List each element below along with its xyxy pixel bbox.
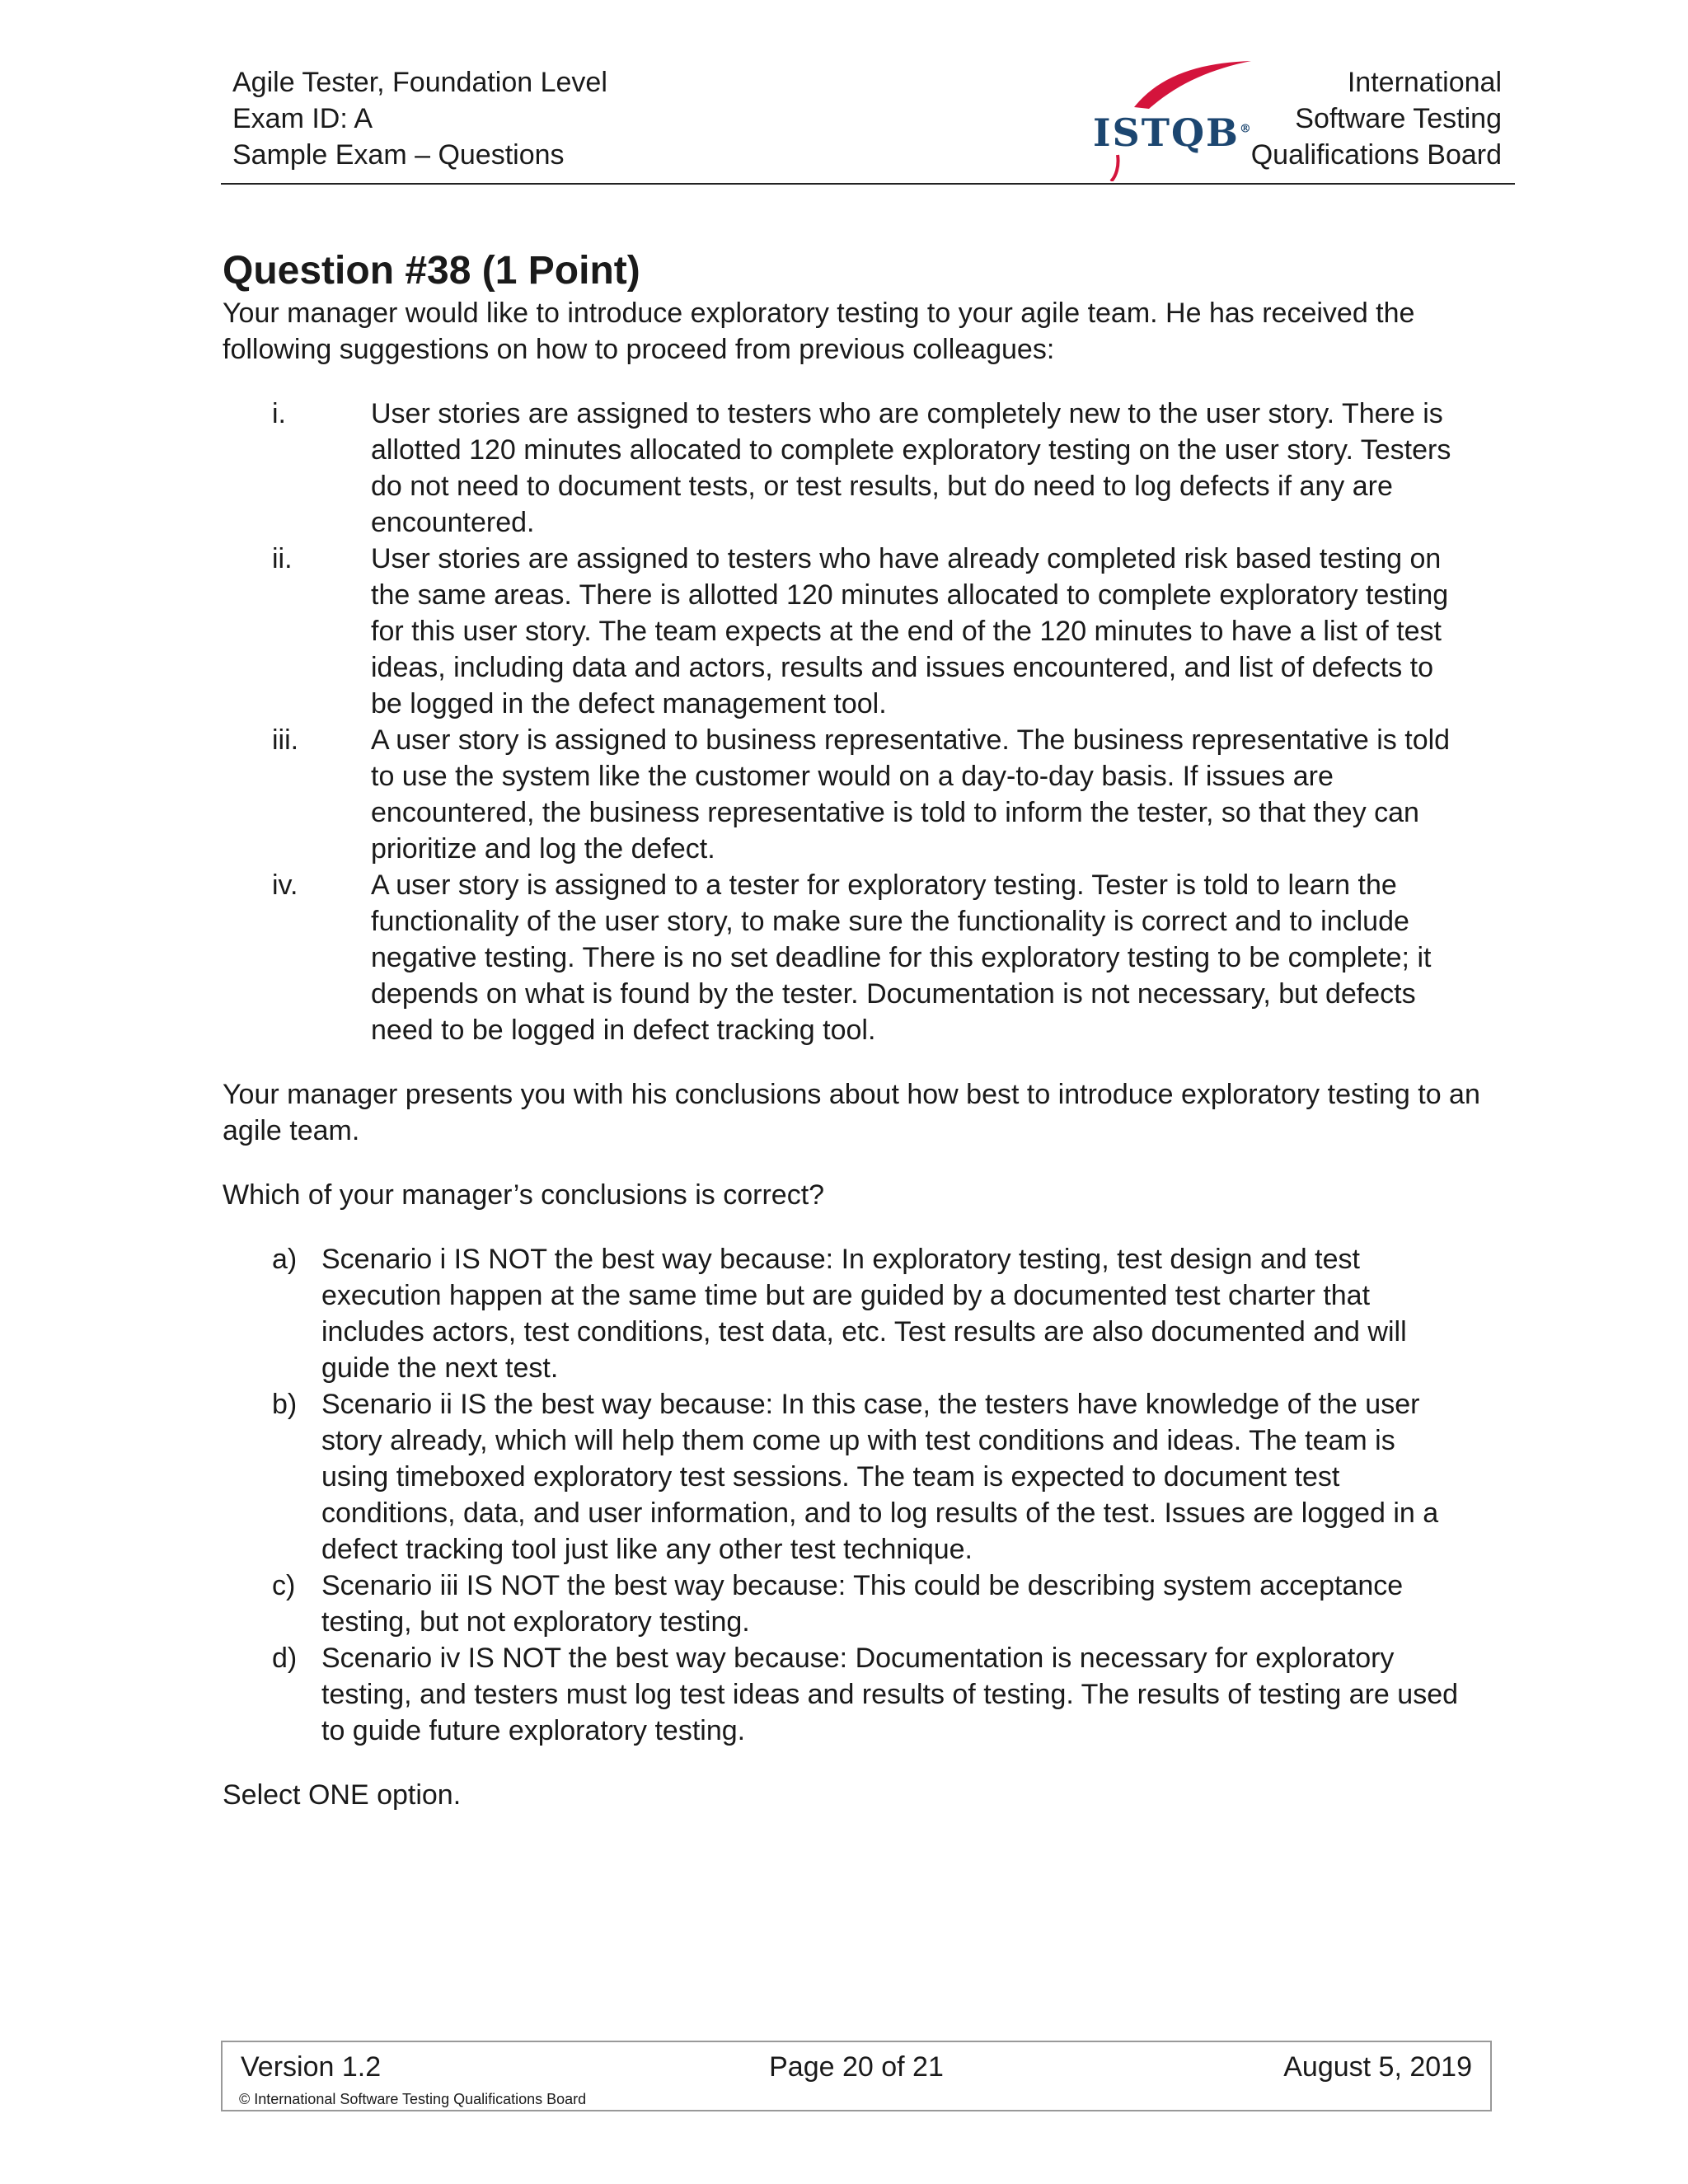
list-item — [223, 396, 1492, 541]
question-title: Question #38 (1 Point) — [223, 249, 640, 293]
scenario-text: A user story is assigned to business representative. The business representative is told to use the system like the customer would on a day-to-day basis. If issues are encountered, the business representative is told to inform the tester, so that they can prioritize and log the defect. — [371, 724, 1451, 865]
question-intro: Your manager would like to introduce exploratory testing to your agile team. He has received the following suggestions on how to proceed from previous colleagues: — [223, 298, 1415, 365]
conclusion-intro: Your manager presents you with his conclusions about how best to introduce exploratory testing to an agile team. — [223, 1079, 1480, 1146]
header-right — [1251, 64, 1502, 173]
exam-id: Exam ID: A — [232, 103, 373, 134]
option-text: Scenario iii IS NOT the best way because: This could be describing system acceptance testing, but not exploratory testing. — [321, 1570, 1404, 1638]
scenario-text: A user story is assigned to a tester for exploratory testing. Tester is told to learn the functionality of the user story, to make sure the functionality is correct and to include negative testing. There is no set deadline for this exploratory testing to be complete; it depends on what is found by the tester. Documentation is not necessary, but defects need to be logged in defect tracking tool. — [371, 869, 1432, 1046]
istqb-logo — [1086, 58, 1256, 181]
question-content — [223, 247, 1492, 1813]
copyright: © International Software Testing Qualifications Board — [239, 2091, 587, 2107]
org-line-2: Software Testing — [1295, 103, 1502, 134]
scenario-number: iii. — [272, 724, 299, 756]
option-letter: c) — [272, 1570, 296, 1601]
option-letter: d) — [272, 1643, 298, 1674]
option-text: Scenario iv IS NOT the best way because: Documentation is necessary for exploratory testing, and testers must log test ideas and results of testing. The results of testing are used to guide future exploratory testing. — [321, 1643, 1459, 1746]
option-b[interactable] — [223, 1386, 1492, 1568]
question-prompt: Which of your manager’s conclusions is correct? — [223, 1179, 825, 1211]
page-number: Page 20 of 21 — [769, 2051, 944, 2083]
page-footer — [221, 2041, 1492, 2111]
scenario-text: User stories are assigned to testers who have already completed risk based testing on the same areas. There is allotted 120 minutes allocated to complete exploratory testing for this user story. The team expects at the end of the 120 minutes to have a list of test ideas, including data and actors, results and issues encountered, and list of defects to be logged in the defect management tool. — [371, 543, 1449, 719]
logo-text: ISTQB® — [1093, 110, 1253, 155]
header-divider — [221, 183, 1515, 185]
scenario-number: ii. — [272, 543, 293, 574]
option-letter: b) — [272, 1389, 298, 1420]
option-a[interactable] — [223, 1241, 1492, 1386]
scenario-text: User stories are assigned to testers who are completely new to the user story. There is allotted 120 minutes allocated to complete exploratory testing on the user story. Testers do not need to document tests, or test results, but do need to log defects if any are encountered. — [371, 398, 1451, 538]
option-text: Scenario ii IS the best way because: In this case, the testers have knowledge of the user story already, which will help them come up with test conditions and ideas. The team is using timeboxed exploratory test sessions. The team is expected to document test conditions, data, and user information, and to log results of the test. Issues are logged in a defect tracking tool just like any other test technique. — [321, 1389, 1439, 1565]
scenario-number: i. — [272, 398, 286, 429]
option-d[interactable] — [223, 1640, 1492, 1749]
list-item — [223, 722, 1492, 867]
publish-date: August 5, 2019 — [1283, 2051, 1472, 2083]
option-text: Scenario i IS NOT the best way because: In exploratory testing, test design and test execution happen at the same time but are guided by a documented test charter that includes actors, test conditions, test data, etc. Test results are also documented and will guide the next test. — [321, 1244, 1407, 1384]
list-item — [223, 867, 1492, 1048]
doc-subtitle: Sample Exam – Questions — [232, 139, 565, 171]
list-item — [223, 541, 1492, 722]
version-label: Version 1.2 — [241, 2051, 382, 2083]
org-line-3: Qualifications Board — [1250, 139, 1502, 171]
selection-instruction: Select ONE option. — [223, 1779, 462, 1811]
answer-options — [223, 1241, 1492, 1749]
option-letter: a) — [272, 1244, 298, 1275]
option-c[interactable] — [223, 1568, 1492, 1640]
org-line-1: International — [1347, 67, 1502, 98]
doc-title: Agile Tester, Foundation Level — [232, 67, 607, 98]
scenario-number: iv. — [272, 869, 298, 901]
scenario-list — [223, 396, 1492, 1048]
header-left — [232, 64, 607, 173]
